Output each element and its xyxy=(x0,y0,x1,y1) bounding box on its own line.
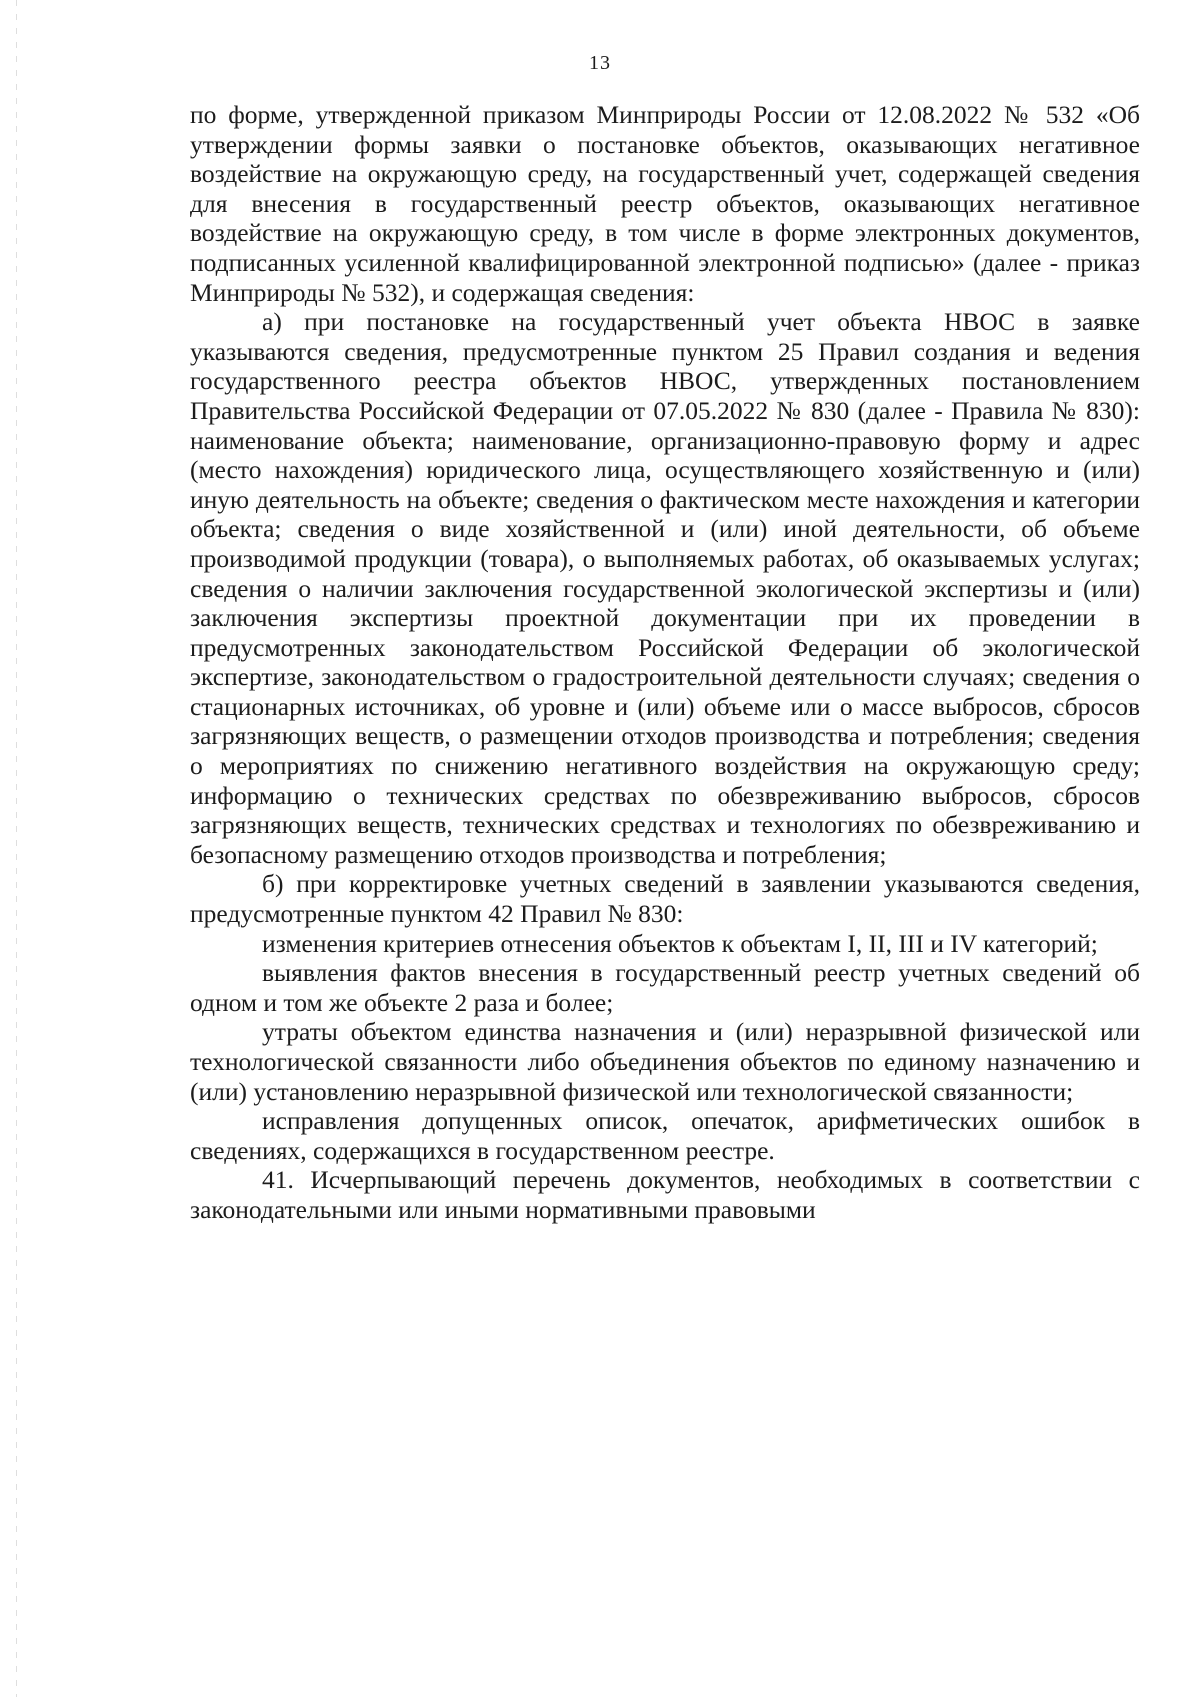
list-item: выявления фактов внесения в государственный реестр учетных сведений об одном и том же объекте 2 раза и более; xyxy=(190,958,1140,1017)
page-number: 13 xyxy=(589,52,611,74)
paragraph-continuation: по форме, утвержденной приказом Минприроды России от 12.08.2022 № 532 «Об утверждении формы заявки о постановке объектов, оказывающих негативное воздействие на окружающую среду, на государственный учет, содержащей сведения для внесения в государственный реестр объектов, оказывающих негативное воздействие на окружающую среду, в том числе в форме электронных документов, подписанных усиленной квалифицированной электронной подписью» (далее - приказ Минприроды № 532), и содержащая сведения: xyxy=(190,100,1140,307)
paragraph-item-41: 41. Исчерпывающий перечень документов, необходимых в соответствии с законодательными или иными нормативными правовыми xyxy=(190,1165,1140,1224)
list-item: исправления допущенных описок, опечаток, арифметических ошибок в сведениях, содержащихся в государственном реестре. xyxy=(190,1106,1140,1165)
scan-edge-artifact xyxy=(16,0,17,1697)
paragraph-subitem-a: а) при постановке на государственный учет объекта НВОС в заявке указываются сведения, предусмотренные пунктом 25 Правил создания и ведения государственного реестра объектов НВОС, утвержденных постановлением Правительства Российской Федерации от 07.05.2022 № 830 (далее - Правила № 830): наименование объекта; наименование, организационно-правовую форму и адрес (место нахождения) юридического лица, осуществляющего хозяйственную и (или) иную деятельность на объекте; сведения о фактическом месте нахождения и категории объекта; сведения о виде хозяйственной и (или) иной деятельности, об объеме производимой продукции (товара), о выполняемых работах, об оказываемых услугах; сведения о наличии заключения государственной экологической экспертизы и (или) заключения экспертизы проектной документации при их проведении в предусмотренных законодательством Российской Федерации об экологической экспертизе, законодательством о градостроительной деятельности случаях; сведения о стационарных источниках, об уровне и (или) объеме или о массе выбросов, сбросов загрязняющих веществ, о размещении отходов производства и потребления; сведения о мероприятиях по снижению негативного воздействия на окружающую среду; информацию о технических средствах по обезвреживанию выбросов, сбросов загрязняющих веществ, технических средствах и технологиях по обезвреживанию и безопасному размещению отходов производства и потребления; xyxy=(190,307,1140,869)
list-item: изменения критериев отнесения объектов к объектам I, II, III и IV категорий; xyxy=(262,928,1098,958)
list-item: утраты объектом единства назначения и (или) неразрывной физической или технологической связанности либо объединения объектов по единому назначению и (или) установлению неразрывной физической или технологической связанности; xyxy=(190,1017,1140,1106)
paragraph-subitem-b: б) при корректировке учетных сведений в заявлении указываются сведения, предусмотренные пунктом 42 Правил № 830: xyxy=(190,869,1140,929)
document-body xyxy=(190,100,1140,1225)
